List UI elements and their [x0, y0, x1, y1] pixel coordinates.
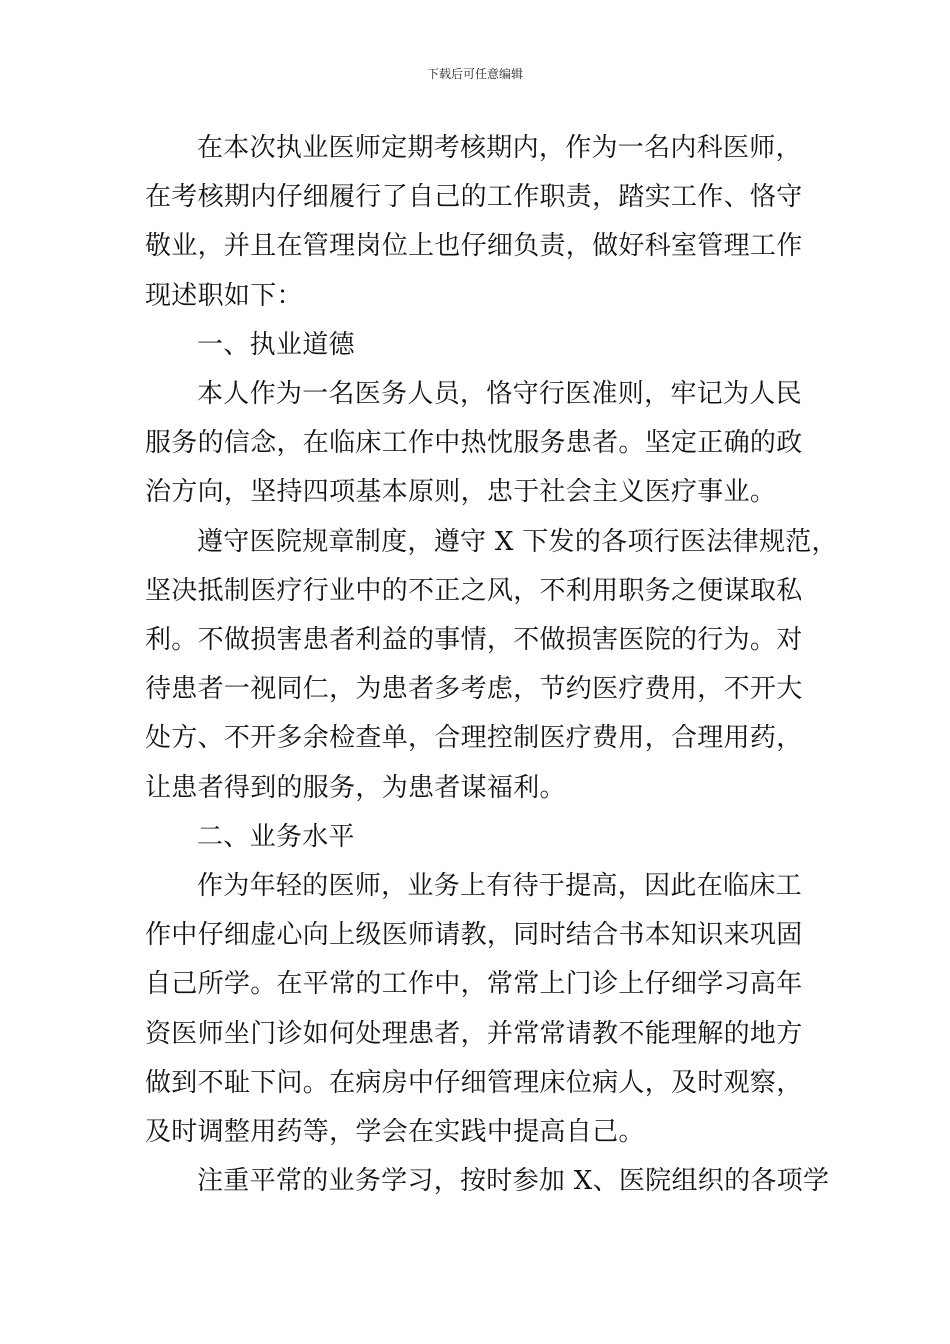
text-line: 作为年轻的医师，业务上有待于提高，因此在临床工 — [197, 871, 802, 902]
text-line: 敬业，并且在管理岗位上也仔细负责，做好科室管理工作 — [145, 231, 803, 262]
text-line: 一、执业道德 — [197, 329, 355, 360]
text-line: 服务的信念，在临床工作中热忱服务患者。坚定正确的政 — [145, 428, 803, 459]
text-line: 处方、不开多余检查单，合理控制医疗费用，合理用药， — [145, 723, 803, 754]
paragraph-skills-2 — [145, 1157, 830, 1206]
text-line: 二、业务水平 — [197, 821, 355, 852]
paragraph-ethics-2 — [145, 518, 838, 813]
text-line: 本人作为一名医务人员，恪守行医准则，牢记为人民 — [197, 379, 802, 410]
text-line: 利。不做损害患者利益的事情，不做损害医院的行为。对 — [145, 625, 803, 656]
text-line: 做到不耻下问。在病房中仔细管理床位病人，及时观察， — [145, 1067, 803, 1098]
text-line: 治方向，坚持四项基本原则，忠于社会主义医疗事业。 — [145, 477, 777, 508]
paragraph-skills-1 — [145, 862, 810, 1157]
text-line: 及时调整用药等，学会在实践中提高自己。 — [145, 1117, 645, 1148]
text-line: 资医师坐门诊如何处理患者，并常常请教不能理解的地方 — [145, 1018, 803, 1049]
text-line: 自己所学。在平常的工作中，常常上门诊上仔细学习高年 — [145, 969, 803, 1000]
text-line: 注重平常的业务学习，按时参加 X、医院组织的各项学 — [197, 1166, 830, 1197]
text-line: 坚决抵制医疗行业中的不正之风，不利用职务之便谋取私 — [145, 575, 803, 606]
text-line: 作中仔细虚心向上级医师请教，同时结合书本知识来巩固 — [145, 920, 803, 951]
text-line: 待患者一视同仁，为患者多考虑，节约医疗费用，不开大 — [145, 674, 803, 705]
document-body — [145, 124, 838, 1206]
text-line: 现述职如下： — [145, 280, 303, 311]
text-line: 遵守医院规章制度，遵守 X 下发的各项行医法律规范， — [197, 526, 838, 557]
section-heading-ethics — [145, 321, 810, 370]
paragraph-intro — [145, 124, 810, 321]
section-heading-skills — [145, 813, 810, 862]
text-line: 在考核期内仔细履行了自己的工作职责，踏实工作、恪守 — [145, 182, 803, 213]
text-line: 让患者得到的服务，为患者谋福利。 — [145, 772, 566, 803]
text-line: 在本次执业医师定期考核期内，作为一名内科医师， — [197, 133, 802, 163]
paragraph-ethics-1 — [145, 370, 810, 518]
page-header: 下载后可任意编辑 — [426, 67, 523, 81]
